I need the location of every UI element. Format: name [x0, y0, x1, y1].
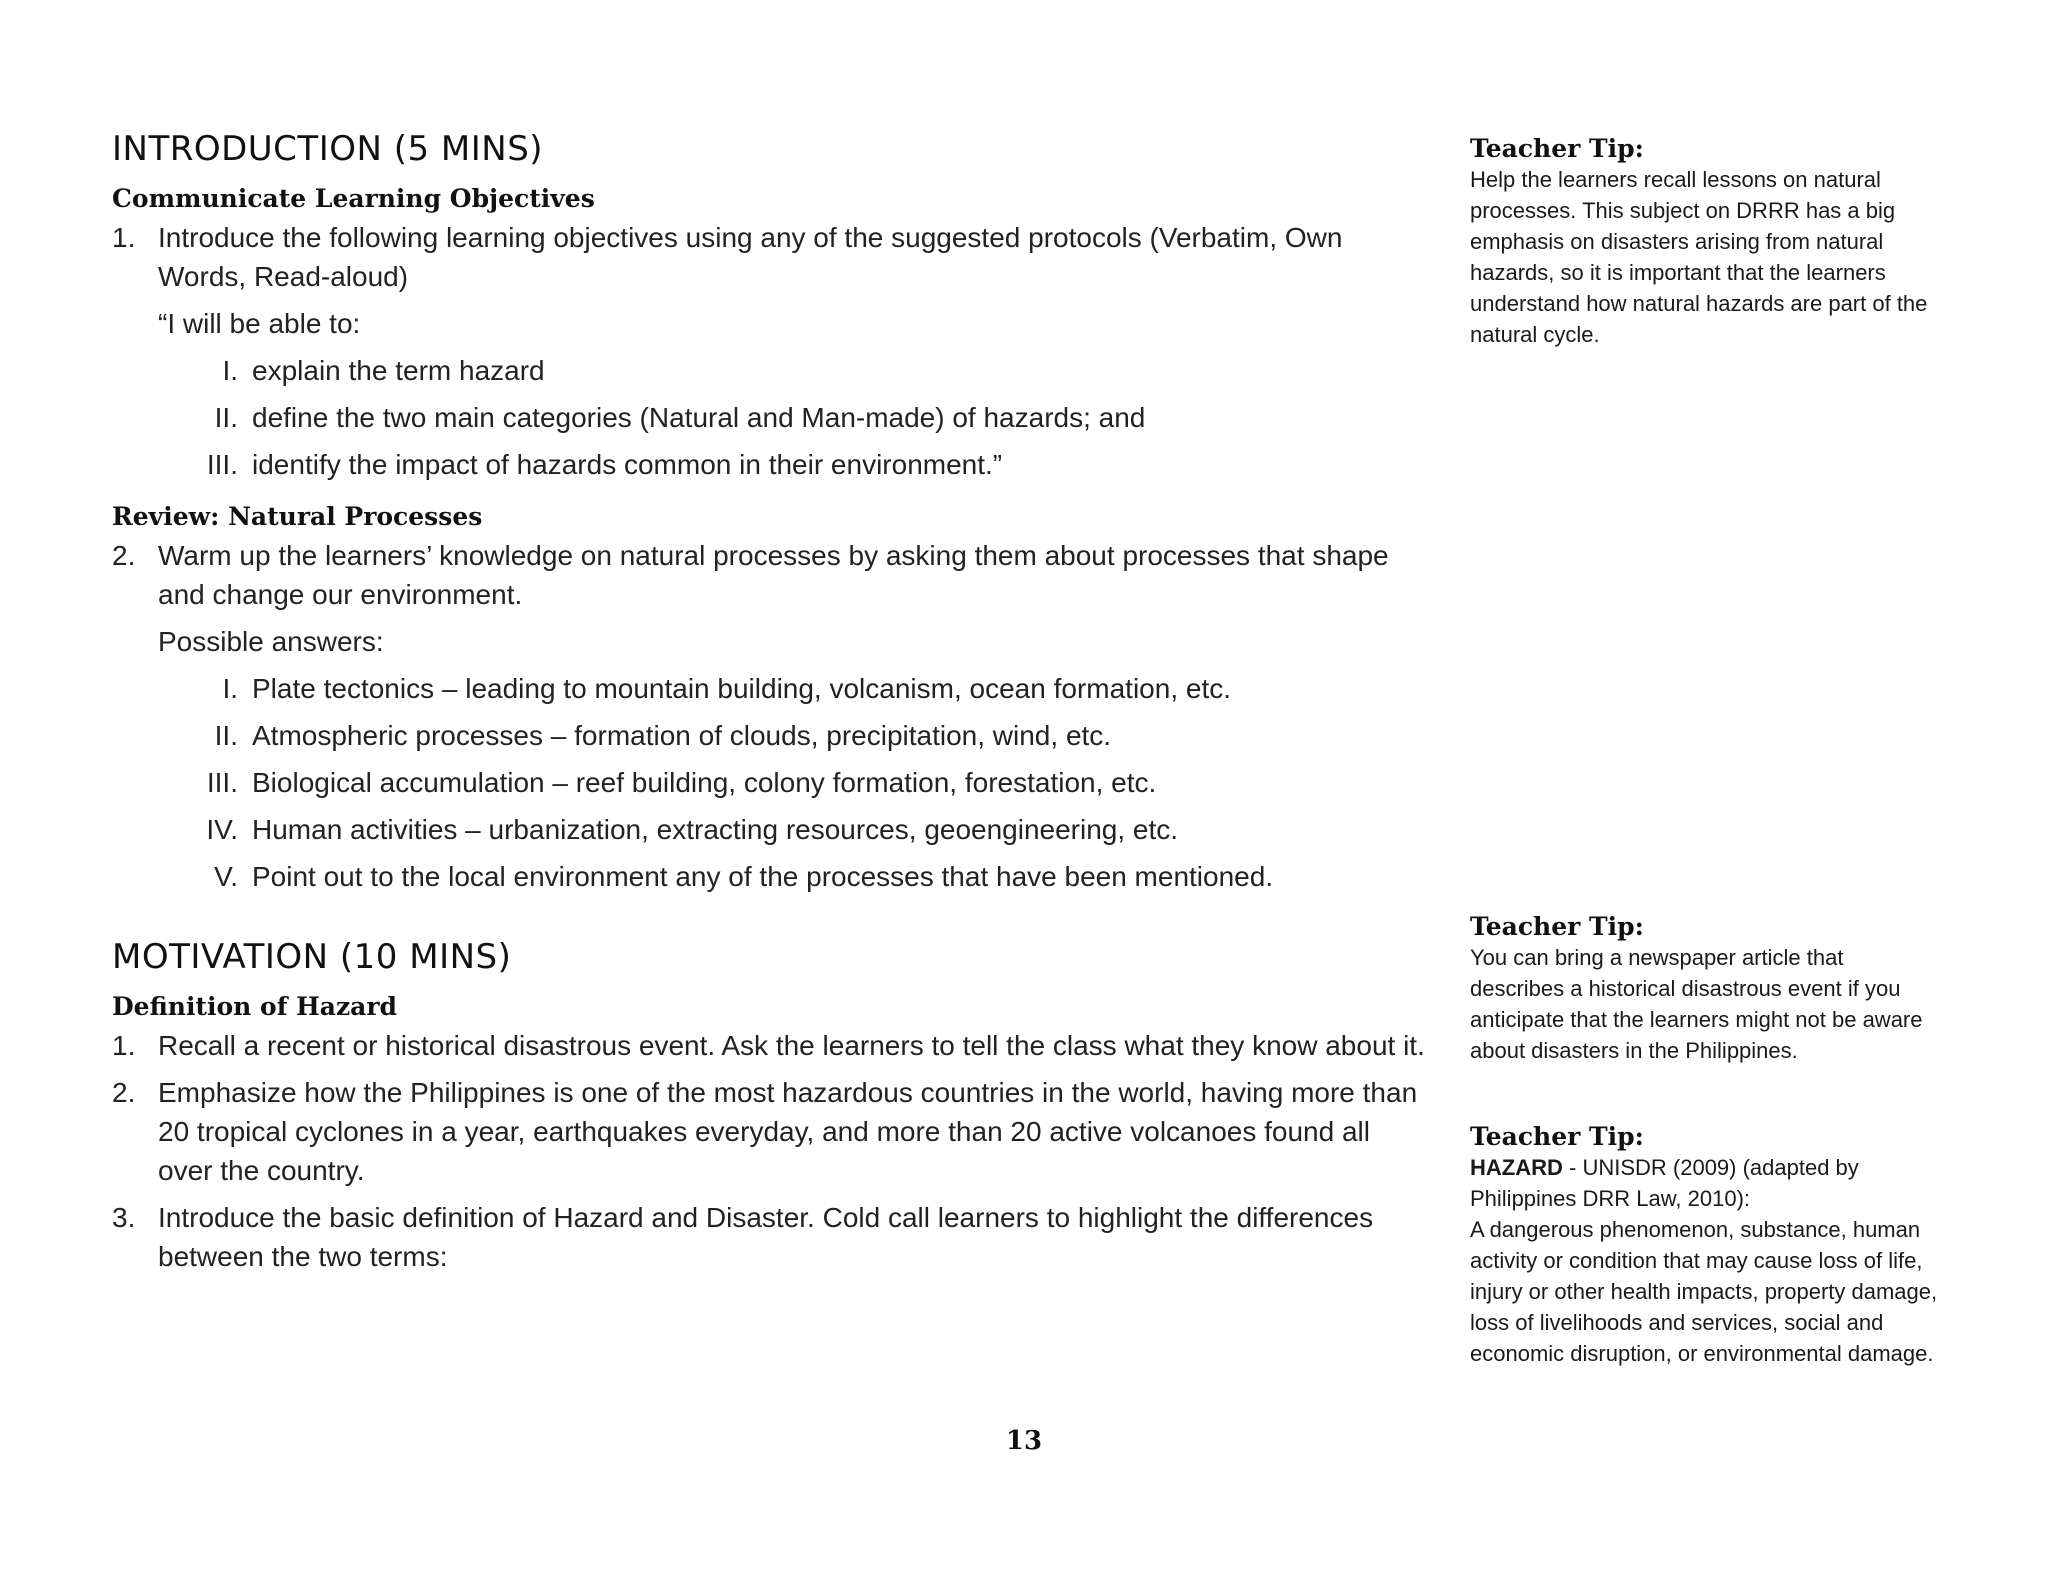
tip-title: Teacher Tip:: [1470, 1122, 1644, 1151]
roman-numeral: III.: [206, 449, 238, 480]
item-text: Recall a recent or historical disastrous event. Ask the learners to tell the class what they know about it.: [158, 1030, 1425, 1061]
item-text: Introduce the following learning objectives using any of the suggested protocols (Verbatim, Own Words, Read-aloud): [158, 222, 1343, 292]
answer-text: Biological accumulation – reef building, colony formation, forestation, etc.: [252, 767, 1157, 798]
objective-text: identify the impact of hazards common in their environment.”: [252, 449, 1003, 480]
objective-item: [158, 351, 1432, 390]
review-heading: Review: Natural Processes: [112, 502, 483, 531]
motivation-item-3: [112, 1198, 1432, 1276]
objective-text: define the two main categories (Natural and Man-made) of hazards; and: [252, 402, 1146, 433]
teacher-tip-1: [1470, 134, 1940, 350]
tip-title: Teacher Tip:: [1470, 134, 1644, 163]
roman-numeral: I.: [222, 673, 238, 704]
main-content: [112, 124, 1432, 1284]
item-text: Warm up the learners’ knowledge on natural processes by asking them about processes that shape and change our environment.: [158, 540, 1389, 610]
answer-item: [158, 669, 1432, 708]
answer-item: [158, 763, 1432, 802]
item-number: 1.: [112, 222, 136, 253]
answer-text: Plate tectonics – leading to mountain building, volcanism, ocean formation, etc.: [252, 673, 1232, 704]
item-text: Emphasize how the Philippines is one of the most hazardous countries in the world, having more than 20 tropical cyclones in a year, earthquakes everyday, and more than 20 active volcanoes found all over the country.: [158, 1077, 1418, 1186]
item-number: 2.: [112, 1077, 136, 1108]
tip-body: You can bring a newspaper article that describes a historical disastrous event if you anticipate that the learners might not be aware about disasters in the Philippines.: [1470, 945, 1923, 1063]
intro-item-2: [112, 536, 1432, 614]
answer-text: Point out to the local environment any of the processes that have been mentioned.: [252, 861, 1274, 892]
teacher-tip-2: [1470, 912, 1940, 1066]
answer-text: Human activities – urbanization, extracting resources, geoengineering, etc.: [252, 814, 1179, 845]
possible-answers-label: Possible answers:: [158, 626, 384, 657]
objectives-list: [112, 351, 1432, 484]
answers-list: [112, 669, 1432, 896]
will-be-able-text: “I will be able to:: [158, 308, 361, 339]
teacher-tip-3: [1470, 1122, 1940, 1369]
objectives-heading: Communicate Learning Objectives: [112, 184, 595, 213]
item-number: 2.: [112, 540, 136, 571]
tip-body: A dangerous phenomenon, substance, human activity or condition that may cause loss of life, injury or other health impacts, property damage, loss of livelihoods and services, social and economic disruption, or environmental damage.: [1470, 1217, 1938, 1366]
roman-numeral: IV.: [206, 814, 238, 845]
roman-numeral: I.: [222, 355, 238, 386]
answer-item: [158, 810, 1432, 849]
objective-item: [158, 445, 1432, 484]
roman-numeral: II.: [214, 720, 238, 751]
introduction-title: INTRODUCTION (5 MINS): [112, 129, 544, 169]
roman-numeral: II.: [214, 402, 238, 433]
roman-numeral: III.: [206, 767, 238, 798]
tip-source: [1470, 1152, 1940, 1214]
objective-item: [158, 398, 1432, 437]
page-number: 13: [1005, 1426, 1043, 1456]
answer-text: Atmospheric processes – formation of clouds, precipitation, wind, etc.: [252, 720, 1112, 751]
item-text: Introduce the basic definition of Hazard and Disaster. Cold call learners to highlight the differences between the two terms:: [158, 1202, 1374, 1272]
objective-text: explain the term hazard: [252, 355, 545, 386]
tip-body: Help the learners recall lessons on natural processes. This subject on DRRR has a big emphasis on disasters arising from natural hazards, so it is important that the learners understand how natural hazards are part of the natural cycle.: [1470, 167, 1928, 347]
motivation-title: MOTIVATION (10 MINS): [112, 937, 512, 977]
answer-item: [158, 716, 1432, 755]
motivation-item-1: [112, 1026, 1432, 1065]
item-number: 1.: [112, 1030, 136, 1061]
definition-heading: Definition of Hazard: [112, 992, 398, 1021]
motivation-item-2: [112, 1073, 1432, 1190]
roman-numeral: V.: [214, 861, 238, 892]
hazard-term: HAZARD: [1470, 1155, 1563, 1180]
item-number: 3.: [112, 1202, 136, 1233]
hazard-source: - UNISDR (2009) (adapted by Philippines DRR Law, 2010):: [1470, 1155, 1859, 1211]
tip-title: Teacher Tip:: [1470, 912, 1644, 941]
answer-item: [158, 857, 1432, 896]
intro-item-1: [112, 218, 1432, 296]
